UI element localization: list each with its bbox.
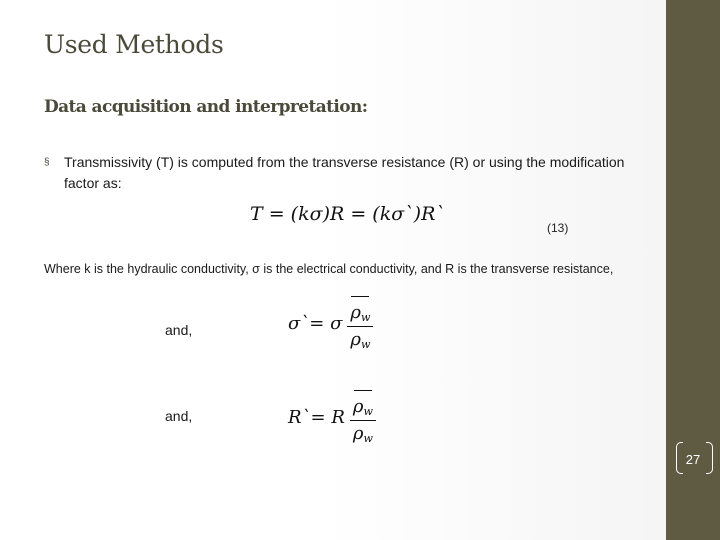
and-label-1: and, [165, 322, 193, 338]
slide-title: Used Methods [44, 30, 224, 59]
rho-symbol: ρ [350, 302, 361, 323]
r-equation-lhs: R`= R [288, 407, 345, 428]
r-modification-equation [288, 390, 376, 445]
sigma-equation-lhs: σ`= σ [288, 313, 343, 334]
r-fraction-numerator [353, 390, 373, 418]
r-fraction [350, 390, 376, 445]
bullet-item [44, 152, 659, 194]
transmissivity-equation: T = (kσ)R = (kσ`)R` [250, 203, 445, 225]
rho-symbol: ρ [352, 423, 364, 444]
rho-symbol: ρ [350, 329, 361, 350]
equation-number: (13) [547, 221, 569, 235]
mean-overline [354, 390, 372, 391]
rho-subscript: w [363, 405, 373, 418]
rho-symbol: ρ [352, 396, 364, 417]
slide-subtitle: Data acquisition and interpretation: [44, 97, 368, 117]
sigma-fraction-denominator [350, 329, 370, 351]
page-number: 27 [685, 451, 701, 467]
rho-subscript: w [363, 432, 373, 445]
mean-overline [351, 296, 369, 297]
where-paragraph: Where k is the hydraulic conductivity, σ is the electrical conductivity, and R is the transverse resistance, [44, 262, 614, 276]
sigma-fraction-numerator [350, 296, 370, 324]
sigma-modification-equation [288, 296, 373, 351]
fraction-bar [347, 326, 373, 327]
fraction-bar [350, 420, 376, 421]
bullet-text: Transmissivity (T) is computed from the transverse resistance (R) or using the modification factor as: [64, 154, 625, 191]
rho-subscript: w [360, 311, 371, 324]
sigma-fraction [347, 296, 373, 351]
and-label-2: and, [165, 408, 193, 424]
bullet-square-icon: § [44, 157, 50, 168]
rho-subscript: w [360, 338, 371, 351]
r-fraction-denominator [353, 423, 373, 445]
